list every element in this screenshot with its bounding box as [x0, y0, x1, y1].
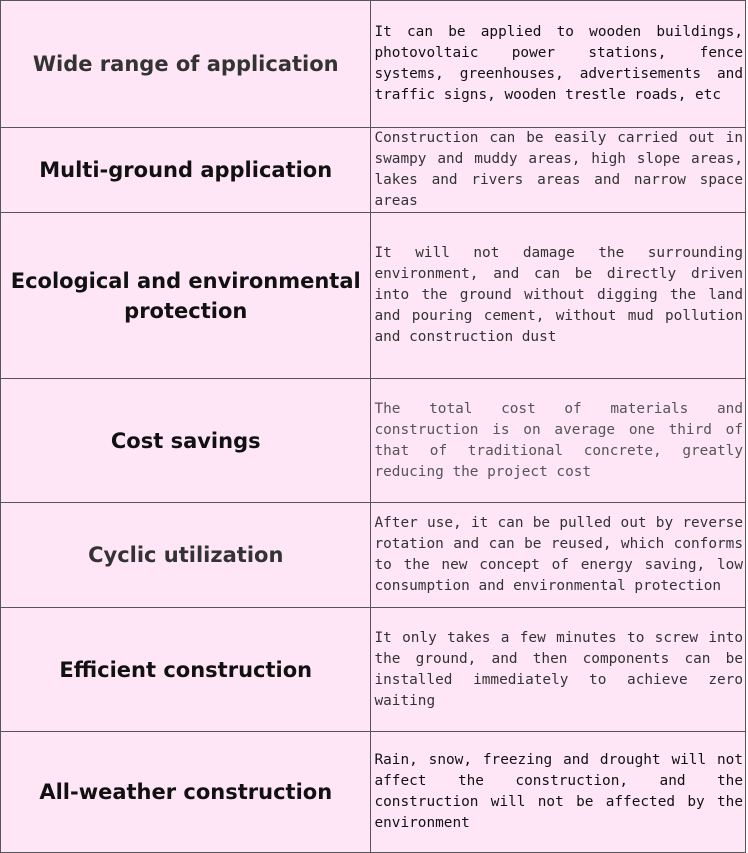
table-row [1, 1, 746, 128]
feature-description: It only takes a few minutes to screw into the ground, and then components can be installed immediately to achieve zero waiting [371, 608, 746, 732]
feature-description: Construction can be easily carried out in swampy and muddy areas, high slope areas, lakes and rivers areas and narrow space areas [371, 128, 746, 213]
feature-description: It will not damage the surrounding environment, and can be directly driven into the ground without digging the land and pouring cement, without mud pollution and construction dust [371, 213, 746, 379]
table-row [1, 608, 746, 732]
feature-title: All-weather construction [1, 732, 371, 853]
table-row [1, 379, 746, 503]
table-row [1, 732, 746, 853]
feature-title: Efficient construction [1, 608, 371, 732]
feature-description: Rain, snow, freezing and drought will not affect the construction, and the construction will not be affected by the environment [371, 732, 746, 853]
feature-title: Ecological and environmental protection [1, 213, 371, 379]
feature-title: Cyclic utilization [1, 503, 371, 608]
feature-title: Cost savings [1, 379, 371, 503]
table-row [1, 503, 746, 608]
feature-description: The total cost of materials and construction is on average one third of that of traditional concrete, greatly reducing the project cost [371, 379, 746, 503]
feature-description: After use, it can be pulled out by reverse rotation and can be reused, which conforms to the new concept of energy saving, low consumption and environmental protection [371, 503, 746, 608]
feature-description: It can be applied to wooden buildings, photovoltaic power stations, fence systems, greenhouses, advertisements and traffic signs, wooden trestle roads, etc [371, 1, 746, 128]
feature-title: Wide range of application [1, 1, 371, 128]
feature-title: Multi-ground application [1, 128, 371, 213]
table-row [1, 213, 746, 379]
table-row [1, 128, 746, 213]
